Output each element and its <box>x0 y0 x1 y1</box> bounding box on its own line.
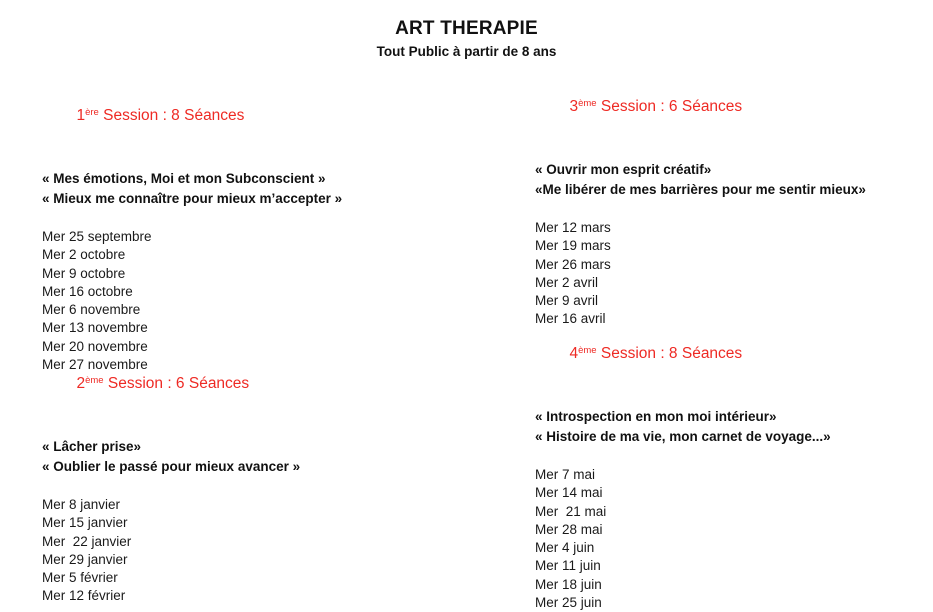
date-line: Mer 2 octobre <box>42 247 126 263</box>
date-line: Mer 22 janvier <box>42 533 132 549</box>
session-themes-4 <box>535 407 930 446</box>
session-themes-1 <box>42 169 512 208</box>
page-title: ART THERAPIE <box>395 18 538 39</box>
date-line: Mer 12 mars <box>535 220 611 235</box>
session-themes-2 <box>42 437 512 476</box>
date-line: Mer 7 mai <box>535 467 596 482</box>
date-line: Mer 25 septembre <box>42 229 152 244</box>
date-line: Mer 4 juin <box>535 540 595 556</box>
session-block-1 <box>42 86 512 374</box>
date-line: Mer 29 janvier <box>42 551 128 567</box>
date-line: Mer 2 avril <box>535 274 599 290</box>
theme-line: « Mes émotions, Moi et mon Subconscient » <box>42 171 326 186</box>
session-heading-3 <box>535 77 930 139</box>
date-line: Mer 15 janvier <box>42 515 128 531</box>
session-dates-3 <box>535 219 930 329</box>
session-ordinal-suffix-4: ème <box>578 345 597 356</box>
date-line: Mer 21 mai <box>535 503 607 519</box>
date-line: Mer 18 juin <box>535 576 602 592</box>
session-heading-rest-4: Session : 8 Séances <box>596 345 743 362</box>
theme-line: « Oublier le passé pour mieux avancer » <box>42 458 301 474</box>
theme-line: « Histoire de ma vie, mon carnet de voyage...» <box>535 428 831 444</box>
date-line: Mer 25 juin <box>535 595 602 611</box>
session-heading-rest-3: Session : 6 Séances <box>596 98 743 115</box>
date-line: Mer 16 avril <box>535 311 606 327</box>
session-block-3 <box>535 77 930 329</box>
session-heading-2 <box>42 354 512 416</box>
date-line: Mer 9 octobre <box>42 265 126 281</box>
date-line: Mer 26 mars <box>535 256 611 272</box>
session-heading-4 <box>535 324 930 386</box>
document-header <box>0 17 933 61</box>
session-block-4 <box>535 324 930 612</box>
session-ordinal-number-1: 1 <box>76 107 86 124</box>
date-line: Mer 14 mai <box>535 485 603 501</box>
session-ordinal-number-4: 4 <box>569 345 579 362</box>
date-line: Mer 13 novembre <box>42 320 148 336</box>
date-line: Mer 9 avril <box>535 293 599 309</box>
session-ordinal-suffix-3: ème <box>578 98 597 109</box>
session-ordinal-suffix-2: ème <box>85 375 104 386</box>
theme-line: « Introspection en mon moi intérieur» <box>535 409 777 424</box>
session-block-2 <box>42 354 512 606</box>
theme-line: « Ouvrir mon esprit créatif» <box>535 162 712 177</box>
session-ordinal-number-3: 3 <box>569 98 579 115</box>
theme-line: « Lâcher prise» <box>42 439 142 454</box>
date-line: Mer 19 mars <box>535 238 611 254</box>
session-dates-2 <box>42 496 512 606</box>
session-dates-1 <box>42 228 512 374</box>
date-line: Mer 11 juin <box>535 558 601 574</box>
session-themes-3 <box>535 160 930 199</box>
session-heading-rest-1: Session : 8 Séances <box>98 107 245 124</box>
date-line: Mer 20 novembre <box>42 338 148 354</box>
date-line: Mer 28 mai <box>535 521 603 537</box>
session-heading-1 <box>42 86 512 148</box>
session-heading-rest-2: Session : 6 Séances <box>103 375 250 392</box>
date-line: Mer 12 février <box>42 588 126 604</box>
page-subtitle: Tout Public à partir de 8 ans <box>376 44 557 59</box>
date-line: Mer 6 novembre <box>42 302 141 318</box>
theme-line: « Mieux me connaître pour mieux m’accepter » <box>42 190 343 206</box>
date-line: Mer 8 janvier <box>42 497 121 512</box>
date-line: Mer 27 novembre <box>42 357 148 373</box>
session-ordinal-suffix-1: ère <box>85 107 99 118</box>
theme-line: «Me libérer de mes barrières pour me sentir mieux» <box>535 181 866 197</box>
date-line: Mer 16 octobre <box>42 283 133 299</box>
session-dates-4 <box>535 466 930 612</box>
session-ordinal-number-2: 2 <box>76 375 86 392</box>
date-line: Mer 5 février <box>42 570 118 586</box>
